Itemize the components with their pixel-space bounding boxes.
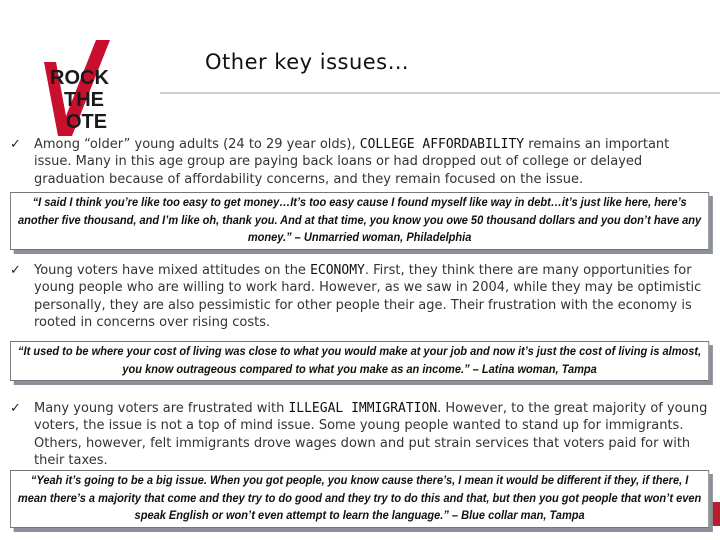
bullet-keyword: ECONOMY [310, 263, 365, 278]
bullet-text-rest: remains an important issue. Many in this age group are paying back loans or had dropped out of college or delayed graduation because of affordability concerns, and they remain focused on the issue. [34, 137, 670, 187]
quote-box: “Yeah it’s going to be a big issue. When you got people, you know cause there’s, I mean it would be different if they, if there, I mean there’s a majority that come and they try to do good and they try to do this and that, but then you got people that won’t even speak English or won’t even attempt to learn the language.” – Blue collar man, Tampa [10, 470, 709, 528]
logo-text-vote: OTE [66, 111, 108, 133]
bullet-text [34, 400, 710, 469]
checkmark-icon: ✓ [10, 137, 21, 152]
bullet-economy [10, 262, 710, 331]
bullet-text-rest: . First, they think there are many opportunities for young people who are willing to work hard. However, as we saw in 2004, while they may be optimistic personally, they are also pessimistic for other people their age. Their frustration with the economy is rooted in concerns over rising costs. [34, 263, 702, 330]
bullet-college-affordability [10, 136, 710, 188]
bullet-keyword: COLLEGE AFFORDABILITY [359, 137, 525, 152]
bullet-keyword: ILLEGAL IMMIGRATION [288, 401, 438, 416]
bullet-text-lead: Among “older” young adults (24 to 29 year olds), [34, 137, 360, 152]
logo-text-rock: ROCK [50, 67, 109, 89]
quote-box: “It used to be where your cost of living was close to what you would make at your job and now it’s just the cost of living is almost, you know outrageous compared to what you make as an income.” – Latina woman, Tampa [10, 341, 709, 381]
logo-text-the: THE [64, 89, 104, 111]
header-divider [160, 92, 720, 94]
checkmark-icon: ✓ [10, 401, 21, 416]
quote-box: “I said I think you’re like too easy to get money…It’s too easy cause I found myself like way in debt…it’s just like here, here’s another five thousand, and I’m like oh, thank you. And at that time, you know you owe 50 thousand dollars and you don’t have any money.” – Unmarried woman, Philadelphia [10, 192, 709, 250]
footer-accent-tab [712, 502, 720, 526]
rock-the-vote-logo [36, 40, 156, 140]
bullet-illegal-immigration [10, 400, 710, 469]
bullet-text-lead: Young voters have mixed attitudes on the [34, 263, 311, 278]
checkmark-icon: ✓ [10, 263, 21, 278]
bullet-text-lead: Many young voters are frustrated with [34, 401, 289, 416]
bullet-text-rest: . However, to the great majority of young voters, the issue is not a top of mind issue. Some young people wanted to stand up for immigrants. Others, however, felt immigrants drove wages down and put strain services that voters paid for with their taxes. [34, 401, 708, 468]
slide-title: Other key issues… [205, 50, 410, 74]
bullet-text [34, 262, 710, 331]
bullet-text [34, 136, 710, 188]
